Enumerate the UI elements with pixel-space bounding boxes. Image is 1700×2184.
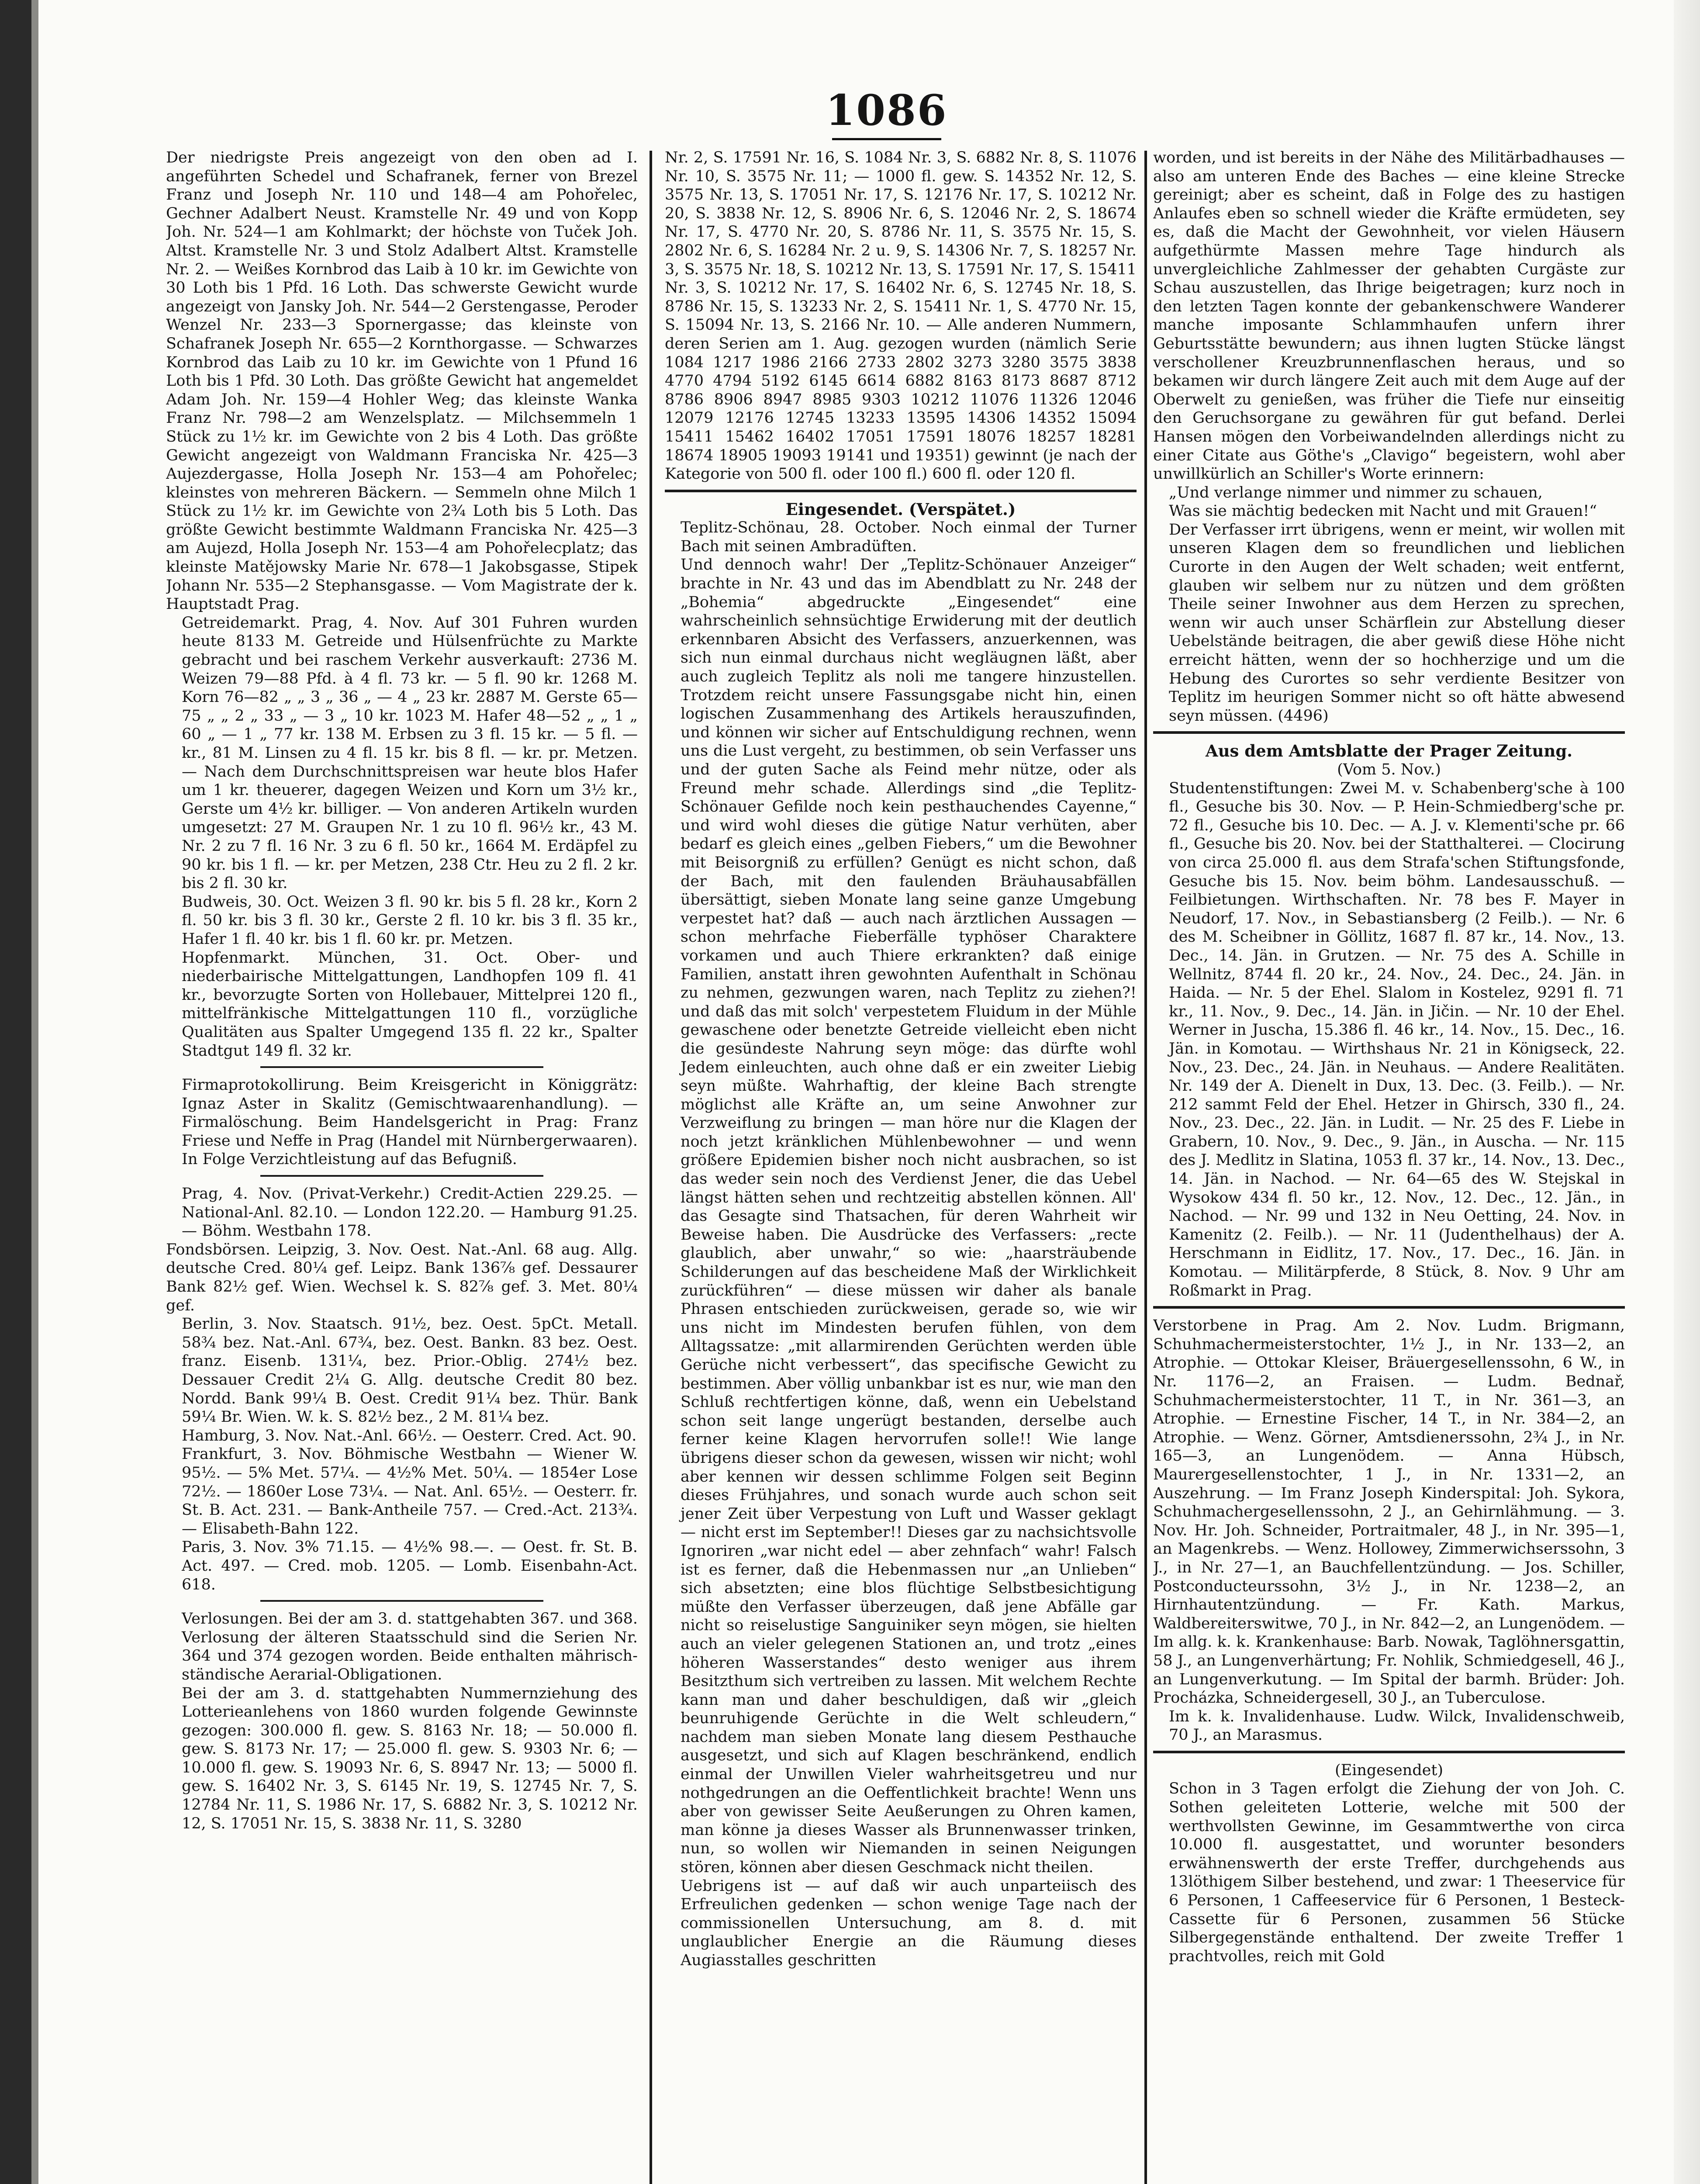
section-divider — [260, 1066, 543, 1068]
official-gazette-title: Aus dem Amtsblatte der Prager Zeitung. — [1205, 741, 1573, 761]
section-divider — [1153, 1751, 1625, 1753]
drawings-text: Verlosungen. Bei der am 3. d. stattgehabten 367. und 368. Verlosung der älteren Staatsschuld sind die Serien Nr. 364 und 374 gezogen worden. Beide enthalten mährisch-ständische Aerarial-Obligationen. — [182, 1610, 638, 1683]
official-gazette-date: (Vom 5. Nov.) — [1337, 761, 1441, 778]
section-divider — [1153, 731, 1625, 734]
column-2 — [665, 149, 1137, 2184]
column-rule — [1144, 151, 1147, 2184]
official-gazette-text: Studentenstiftungen: Zwei M. v. Schabenberg'sche à 100 fl., Gesuche bis 30. Nov. — P. Hein-Schmiedberg'sche pr. 72 fl., Gesuche bis 10. Dec. — A. J. v. Klementi'sche pr. 66 fl., Gesuche bis 20. Nov. bei der Statthalterei. — Clocirung von circa 25.000 fl. aus dem Strafa'schen Stiftungsfonde, Gesuche bis 15. Nov. beim böhm. Landesausschuß. — Feilbietungen. Wirthschaften. Nr. 78 bes F. Mayer in Neudorf, 17. Nov., in Sebastiansberg (2 Feilb.). — Nr. 6 des M. Scheibner in Göllitz, 1687 fl. 87 kr., 14. Nov., 13. Dec., 14. Jän. in Grutzen. — Nr. 75 des A. Schille in Wellnitz, 8744 fl. 20 kr., 24. Nov., 24. Dec., 24. Jän. in Haida. — Nr. 5 der Ehel. Slalom in Kostelez, 9291 fl. 71 kr., 11. Nov., 9. Dec., 14. Jän. in Jičin. — Nr. 10 der Ehel. Werner in Juscha, 15.386 fl. 46 kr., 14. Nov., 15. Dec., 16. Jän. in Komotau. — Wirthshaus Nr. 21 in Königseck, 22. Nov., 23. Dec., 24. Jän. in Neuhaus. — Andere Realitäten. Nr. 149 der A. Dienelt in Dux, 13. Dec. (3. Feilb.). — Nr. 212 sammt Feld der Ehel. Hetzer in Ghirsch, 330 fl., 24. Nov., 23. Dec., 22. Jän. in Ludit. — Nr. 25 des F. Liebe in Grabern, 10. Nov., 9. Dec., 9. Jän., in Auscha. — Nr. 115 des J. Medlitz in Slatina, 1053 fl. 37 kr., 14. Nov., 13. Dec., 14. Jän. in Nachod. — Nr. 64—65 des W. Stejskal in Wysokow 434 fl. 50 kr., 12. Nov., 12. Dec., 12. Jän., in Nachod. — Nr. 99 und 132 in Neu Oetting, 24. Nov. in Kamenitz (2. Feilb.). — Nr. 11 (Judenthelhaus) der A. Herschmann in Eidlitz, 17. Nov., 17. Dec., 16. Jän. in Komotau. — Militärpferde, 8 Stück, 8. Nov. 9 Uhr am Roßmarkt in Prag. — [1169, 779, 1625, 1299]
submitted-article-continued: worden, und ist bereits in der Nähe des Militärbadhauses — also am unteren Ende des Baches — eine kleine Strecke gereinigt; aber es scheint, daß in Folge des zu hastigen Anlaufes eben so schnell wieder die Kräfte ermüdeten, sey es, daß die Macht der Gewohnheit, vor vielen Häusern aufgethürmte Massen mehre Tage hindurch als unvergleichliche Zahlmesser der gehabten Curgäste zur Schau auszustellen, das Ihrige beigetragen; kurz noch in den letzten Tagen konnte der gebankenschwere Wanderer manche imposante Schlammhaufen unfern ihrer Geburtsstätte bewundern; aus ihnen lugten Stücke längst verschollener Kreuzbrunnenflaschen heraus, und so bekamen wir durch längere Zeit auch mit dem Auge auf der Oberwelt zu genießen, was früher die Tiefe nur einseitig den Geruchsorgane zu gewähren für gut befand. Derlei Hansen mögen den Vorbeiwandelnden allerdings nicht zu einer Citate aus Göthe's „Clavigo“ begeistern, wohl aber unwillkürlich an Schiller's Worte erinnern: — [1153, 149, 1625, 483]
paris-exchange-text: Paris, 3. Nov. 3% 71.15. — 4½% 98.—. — Oest. fr. St. B. Act. 497. — Cred. mob. 1205. — Lomb. Eisenbahn-Act. 618. — [182, 1538, 638, 1593]
firm-register-text: Firmaprotokollirung. Beim Kreisgericht in Königgrätz: Ignaz Aster in Skalitz (Gemischtwaarenhandlung). — Firmalöschung. Beim Handelsgericht in Prag: Franz Friese und Neffe in Prag (Handel mit Nürnbergerwaaren). In Folge Verzichtleistung auf das Befugniß. — [182, 1076, 638, 1168]
invalid-house-text: Im k. k. Invalidenhause. Ludw. Wilck, Invalidenschweib, 70 J., an Marasmus. — [1169, 1707, 1625, 1744]
prague-exchange-text: Prag, 4. Nov. (Privat-Verkehr.) Credit-Actien 229.25. — National-Anl. 82.10. — London 122.20. — Hamburg 91.25. — Böhm. Westbahn 178. — [182, 1185, 638, 1240]
section-divider — [665, 490, 1137, 492]
column-rule — [650, 151, 652, 2184]
bread-prices-text: Der niedrigste Preis angezeigt von den oben ad I. angeführten Schedel und Schafranek, ferner von Brezel Franz und Joseph Nr. 110 und 148—4 am Pohořelec, Gechner Adalbert Neust. Kramstelle Nr. 49 und von Kopp Joh. Nr. 524—1 am Kohlmarkt; der höchste von Tuček Joh. Altst. Kramstelle Nr. 3 und Stolz Adalbert Altst. Kramstelle Nr. 2. — Weißes Kornbrod das Laib à 10 kr. im Gewichte von 30 Loth bis 1 Pfd. 16 Loth. Das schwerste Gewicht wurde angezeigt von Jansky Joh. Nr. 544—2 Gerstengasse, Peroder Wenzel Nr. 233—3 Spornergasse; das kleinste von Schafranek Joseph Nr. 655—2 Kornthorgasse. — Schwarzes Kornbrod das Laib zu 10 kr. im Gewichte von 1 Pfund 16 Loth bis 1 Pfd. 30 Loth. Das größte Gewicht hat angemeldet Adam Joh. Nr. 159—4 Hohler Weg; das kleinste Wanka Franz Nr. 798—2 am Wenzelsplatz. — Milchsemmeln 1 Stück zu 1½ kr. im Gewichte von 2 bis 4 Loth. Das größte Gewicht angezeigt von Waldmann Franciska Nr. 425—3 Aujezdergasse, Holla Joseph Nr. 153—4 am Pohořelec; kleinstes von mehreren Bäckern. — Semmeln ohne Milch 1 Stück zu 1½ kr. im Gewichte von 2¾ Loth bis 5 Loth. Das größte Gewicht bestimmte Waldmann Franciska Nr. 425—3 am Aujezd, Holla Joseph Nr. 153—4 am Pohořelecplatz; das kleinste Matějowsky Marie Nr. 678—1 Jakobsgasse, Stipek Johann Nr. 535—2 Stephansgasse. — Vom Magistrate der k. Hauptstadt Prag. — [166, 149, 638, 613]
lottery-results-text: Bei der am 3. d. stattgehabten Nummernziehung des Lotterieanlehens von 1860 wurden folgende Gewinnste gezogen: 300.000 fl. gew. S. 8163 Nr. 18; — 50.000 fl. gew. S. 8173 Nr. 17; — 25.000 fl. gew. S. 9303 Nr. 6; — 10.000 fl. gew. S. 19093 Nr. 6, S. 8947 Nr. 13; — 5000 fl. gew. S. 16402 Nr. 3, S. 6145 Nr. 19, S. 12745 Nr. 7, S. 12784 Nr. 11, S. 1986 Nr. 17, S. 6882 Nr. 3, S. 10212 Nr. 12, S. 17051 Nr. 15, S. 3838 Nr. 11, S. 3280 — [182, 1684, 638, 1832]
column-3 — [1153, 149, 1625, 2184]
binding-edge — [31, 0, 38, 2184]
submitted-article-end: Der Verfasser irrt übrigens, wenn er meint, wir wollen mit unseren Klagen dem so freundlichen und lieblichen Curorte in den Augen der Welt schaden; weit entfernt, glauben wir selbem nur zu nützen und dem größten Theile seiner Inwohner aus dem Herzen zu sprechen, wenn wir auch unser Schärflein zur Abstellung dieser Uebelstände beitragen, die aber gewiß diese Höhe nicht erreicht hätten, wenn der so hochherzige und um die Hebung des Curortes so sehr verdiente Besitzer von Teplitz im heurigen Sommer nicht so oft hätte abwesend seyn müssen. (4496) — [1169, 521, 1625, 725]
submitted-article-body-2: Uebrigens ist — auf daß wir auch unparteiisch des Erfreulichen gedenken — schon wenige Tage nach der commissionellen Untersuchung, am 8. d. mit unglaublicher Energie an die Räumung dieses Augiasstalles geschritten — [681, 1877, 1137, 1969]
frankfurt-exchange-text: Frankfurt, 3. Nov. Böhmische Westbahn — Wiener W. 95½. — 5% Met. 57¼. — 4½% Met. 50¼. — 1854er Lose 72½. — 1860er Lose 73¼. — Nat. Anl. 65½. — Oesterr. fr. St. B. Act. 231. — Bank-Antheile 757. — Cred.-Act. 213¾. — Elisabeth-Bahn 122. — [182, 1445, 638, 1538]
advertisement-title: (Eingesendet) — [1334, 1761, 1444, 1779]
submitted-article-title: Eingesendet. (Verspätet.) — [785, 499, 1016, 519]
section-divider — [1153, 1306, 1625, 1309]
grain-market-text: Getreidemarkt. Prag, 4. Nov. Auf 301 Fuhren wurden heute 8133 M. Getreide und Hülsenfrüchte zu Markte gebracht und bei raschem Verkehr ausverkauft: 2736 M. Weizen 79—88 Pfd. à 4 fl. 73 kr. — 5 fl. 90 kr. 1268 M. Korn 76—82 „ „ 3 „ 36 „ — 4 „ 23 kr. 2887 M. Gerste 65—75 „ „ 2 „ 33 „ — 3 „ 10 kr. 1023 M. Hafer 48—52 „ „ 1 „ 60 „ — 1 „ 77 kr. 138 M. Erbsen zu 3 fl. 15 kr. — 5 fl. — kr., 81 M. Linsen zu 4 fl. 15 kr. bis 8 fl. — kr. pr. Metzen. — Nach dem Durchschnittspreisen war heute blos Hafer um 1 kr. theuerer, dagegen Weizen und Korn um 3½ kr., Gerste um 4½ kr. billiger. — Von anderen Artikeln wurden umgesetzt: 27 M. Graupen Nr. 1 zu 10 fl. 96½ kr., 43 M. Nr. 2 zu 7 fl. 16 Nr. 3 zu 6 fl. 50 kr., 1664 M. Erdäpfel zu 90 kr. bis 1 fl. — kr. per Metzen, 238 Ctr. Heu zu 2 fl. 2 kr. bis 2 fl. 30 kr. — [182, 614, 638, 892]
column-1 — [166, 149, 638, 2184]
lottery-results-continued: Nr. 2, S. 17591 Nr. 16, S. 1084 Nr. 3, S. 6882 Nr. 8, S. 11076 Nr. 10, S. 3575 Nr. 11; — 1000 fl. gew. S. 14352 Nr. 12, S. 3575 Nr. 13, S. 17051 Nr. 17, S. 12176 Nr. 17, S. 10212 Nr. 20, S. 3838 Nr. 12, S. 8906 Nr. 6, S. 12046 Nr. 2, S. 18674 Nr. 17, S. 4770 Nr. 20, S. 8786 Nr. 11, S. 3575 Nr. 15, S. 2802 Nr. 6, S. 16284 Nr. 2 u. 9, S. 14306 Nr. 7, S. 18257 Nr. 3, S. 3575 Nr. 18, S. 10212 Nr. 13, S. 17591 Nr. 17, S. 15411 Nr. 3, S. 10212 Nr. 17, S. 16402 Nr. 6, S. 12745 Nr. 18, S. 8786 Nr. 15, S. 13233 Nr. 2, S. 15411 Nr. 1, S. 4770 Nr. 15, S. 15094 Nr. 13, S. 2166 Nr. 10. — Alle anderen Nummern, deren Serien am 1. Aug. gezogen wurden (nämlich Serie 1084 1217 1986 2166 2733 2802 3273 3280 3575 3838 4770 4794 5192 6145 6614 6882 8163 8173 8687 8712 8786 8906 8947 8985 9303 10212 11076 11326 12046 12079 12176 12745 13233 13595 14306 14352 15094 15411 15462 16402 17051 17591 18076 18257 18281 18674 18905 19093 19141 und 19351) gewinnt (je nach der Kategorie von 500 fl. oder 100 fl.) 600 fl. oder 120 fl. — [665, 149, 1137, 483]
submitted-article-body: Und dennoch wahr! Der „Teplitz-Schönauer Anzeiger“ brachte in Nr. 43 und das im Abendblatt zu Nr. 248 der „Bohemia“ abgedruckte „Eingesendet“ eine wahrscheinlich sehnsüchtige Erwiderung mit der deutlich erkennbaren Absicht des Verfassers, anzuerkennen, was sich nun einmal durchaus nicht wegläugnen läßt, aber auch zugleich Teplitz als noli me tangere hinzustellen. Trotzdem reicht unsere Fassungsgabe nicht hin, einen logischen Zusammenhang des Artikels herauszufinden, und können wir sicher auf Entschuldigung rechnen, wenn uns die Lust vergeht, zu bestimmen, ob sein Verfasser uns und der guten Sache als Feind mehr nütze, oder als Freund mehr schade. Allerdings sind „die Teplitz-Schönauer Gefilde noch kein pesthauchendes Cayenne,“ und wird wohl dieses die gütige Natur verhüten, aber bedarf es gleich eines „gelben Fiebers,“ um die Bewohner mit Beisorgniß zu erfüllen? Genügt es nicht schon, daß der Bach, mit den faulenden Bräuhausabfällen übersättigt, sieben Monate lang seine ganze Umgebung verpestet hat? daß — auch nach ärztlichen Aussagen — schon mehrfache Fieberfälle typhöser Charaktere vorkamen und auch Thiere erkrankten? daß einige Familien, anstatt ihren gewohnten Aufenthalt in Schönau zu nehmen, gezwungen waren, nach Teplitz zu ziehen?! und daß das mit solch' verpestetem Fluidum in der Mühle gewaschene oder benetzte Getreide vielleicht eben nicht die gesündeste Nahrung seyn möge: das dürfte wohl Jedem einleuchten, auch ohne daß er ein zweiter Liebig seyn müßte. Wahrhaftig, der kleine Bach strengte möglichst alle Kräfte an, um seine Anwohner zur Verzweiflung zu bringen — man höre nur die Klagen der noch jetzt kränklichen Mühlenbewohner — und wenn größere Epidemien bisher noch nicht ausbrachen, so ist das weder sein noch des Verdienst Jener, die das Uebel längst hätten sehen und rechtzeitig abstellen können. All' das Gesagte sind Thatsachen, für deren Wahrheit wir Beweise haben. Die Ausdrücke des Verfassers: „recte glaublich, aber unwahr,“ so wie: „haarsträubende Schilderungen auf das bescheidene Maß der Wirklichkeit zurückführen“ — diese müssen wir daher als banale Phrasen entschieden zurückweisen, gerade so, wie wir uns nicht im Mindesten berufen fühlen, von dem Alltagssatze: „mit allarmirenden Gerüchten werden üble Gerüche nicht verbessert“, das specifische Gewicht zu bestimmen. Aber völlig unbankbar ist es nur, wie man den Schluß rechtfertigen könne, daß, wenn ein Uebelstand schon seit lange ungerügt bestanden, derselbe auch ferner keine Klagen hervorrufen solle!! Wie lange übrigens dieser schon da gewesen, wissen wir nicht; wohl aber kennen wir dessen schlimme Folgen seit Beginn dieses Frühjahres, und sonach wurde auch schon seit jener Zeit über Verpestung von Luft und Wasser geklagt — nicht erst im September!! Dieses gar zu nachsichtsvolle Ignoriren „war nicht edel — aber zehnfach“ wahr! Falsch ist es ferner, daß die Hebenmassen nur „an Unlieben“ sich absetzten; eine blos flüchtige Selbstbesichtigung müßte den Verfasser überzeugen, daß jene Abfälle gar nicht so reiselustige Sanguiniker seyn mögen, sie hielten auch an vieler gelegenen Stationen an, und trotz „eines höheren Wasserstandes“ desto weniger aus ihrem Besitzthum sich vertreiben zu lassen. Mit welchem Rechte kann man und daher beschuldigen, daß wir „gleich beunruhigende Gerüchte in die Welt schleudern,“ nachdem man sieben Monate lang diesem Pesthauche ausgesetzt, und sich auf Klagen beschränkend, endlich einmal der Unwillen Vieler wahrheitsgetreu und nur nothgedrungen an die Oeffentlichkeit brachte! Wenn uns aber von gewisser Seite Aeußerungen zu Ohren kamen, man könne ja dieses Wasser als Brunnenwasser trinken, nun, so wollen wir Niemanden in seinen Neigungen stören, können aber diesen Geschmack nicht theilen. — [681, 556, 1137, 1876]
advertisement-text: Schon in 3 Tagen erfolgt die Ziehung der von Joh. C. Sothen geleiteten Lotterie, welche mit 500 der werthvollsten Gewinne, im Gesammtwerthe von circa 10.000 fl. ausgestattet, und worunter besonders erwähnenswerth der erste Treffer, durchgehends aus 13löthigem Silber bestehend, und zwar: 1 Theeservice für 6 Personen, 1 Caffeeservice für 6 Personen, 1 Besteck-Cassette für 6 Personen, zusammen 56 Stücke Silbergegenstände enthaltend. Der zweite Treffer 1 prachtvolles, reich mit Gold — [1169, 1780, 1625, 1965]
hamburg-exchange-text: Hamburg, 3. Nov. Nat.-Anl. 66½. — Oesterr. Cred. Act. 90. — [182, 1427, 637, 1444]
page-number: 1086 — [826, 86, 948, 135]
schiller-quote-line-2: Was sie mächtig bedecken mit Nacht und mit Grauen!“ — [1169, 502, 1597, 520]
hops-market-text: Hopfenmarkt. München, 31. Oct. Ober- und niederbairische Mittelgattungen, Landhopfen 109 fl. 41 kr., bevorzugte Sorten von Hollebauer, Mittelprei 120 fl., mittelfränkische Mittelgattungen 110 fl., vorzügliche Qualitäten aus Spalter Umgegend 135 fl. 22 kr., Spalter Stadtgut 149 fl. 32 kr. — [182, 949, 638, 1060]
section-divider — [260, 1175, 543, 1177]
berlin-exchange-text: Berlin, 3. Nov. Staatsch. 91½, bez. Oest. 5pCt. Metall. 58¾ bez. Nat.-Anl. 67¾, bez. Oest. Bankn. 83 bez. Oest. franz. Eisenb. 131¼, bez. Prior.-Oblig. 274½ bez. Dessauer Credit 2¼ G. Allg. deutsche Credit 80 bez. Nordd. Bank 99¼ B. Oest. Credit 91¼ bez. Thür. Bank 59¼ Br. Wien. W. k. S. 82½ bez., 2 M. 81¼ bez. — [182, 1315, 638, 1426]
page-number-rule — [832, 138, 941, 140]
page-edge — [1674, 0, 1700, 2184]
section-divider — [260, 1600, 543, 1602]
schiller-quote-line-1: „Und verlange nimmer und nimmer zu schauen, — [1169, 484, 1543, 501]
budweis-market-text: Budweis, 30. Oct. Weizen 3 fl. 90 kr. bis 5 fl. 28 kr., Korn 2 fl. 50 kr. bis 3 fl. 30 kr., Gerste 2 fl. 10 kr. bis 3 fl. 35 kr., Hafer 1 fl. 40 kr. bis 1 fl. 60 kr. pr. Metzen. — [182, 893, 638, 948]
binding-gutter — [0, 0, 31, 2184]
leipzig-exchange-text: Fondsbörsen. Leipzig, 3. Nov. Oest. Nat.-Anl. 68 aug. Allg. deutsche Cred. 80¼ gef. Leipz. Bank 136⅞ gef. Dessaurer Bank 82½ gef. Wien. Wechsel k. S. 82⅞ gef. 3. Met. 80¼ gef. — [166, 1241, 638, 1314]
submitted-article-dateline: Teplitz-Schönau, 28. October. Noch einmal der Turner Bach mit seinen Ambradüften. — [681, 519, 1137, 555]
deaths-text: Verstorbene in Prag. Am 2. Nov. Ludm. Brigmann, Schuhmachermeisterstochter, 1½ J., in Nr. 133—2, an Atrophie. — Ottokar Kleiser, Bräuergesellenssohn, 6 W., in Nr. 1176—2, an Fraisen. — Ludm. Bednař, Schuhmachermeisterstochter, 11 T., in Nr. 361—3, an Atrophie. — Ernestine Fischer, 14 T., in Nr. 384—2, an Atrophie. — Wenz. Görner, Amtsdienerssohn, 2¾ J., in Nr. 165—3, an Lungenödem. — Anna Hübsch, Maurergesellenstochter, 1 J., in Nr. 1331—2, an Auszehrung. — Im Franz Joseph Kinderspital: Joh. Sykora, Schuhmachergesellenssohn, 2 J., an Gehirnlähmung. — 3. Nov. Hr. Joh. Schneider, Portraitmaler, 48 J., in Nr. 395—1, an Magenkrebs. — Wenz. Hollowey, Zimmerwichserssohn, 3 J., in Nr. 27—1, an Bauchfellentzündung. — Jos. Schiller, Postconducteurssohn, 3½ J., in Nr. 1238—2, an Hirnhautentzündung. — Fr. Kath. Markus, Waldbereiterswitwe, 70 J., in Nr. 842—2, an Lungenödem. — Im allg. k. k. Krankenhause: Barb. Nowak, Taglöhnersgattin, 58 J., an Lungenverhärtung; Fr. Nohlik, Schmiedgesell, 46 J., an Lungenverkutung. — Im Spital der barmh. Brüder: Joh. Procházka, Schneidergesell, 30 J., an Tuberculose. — [1153, 1317, 1625, 1707]
